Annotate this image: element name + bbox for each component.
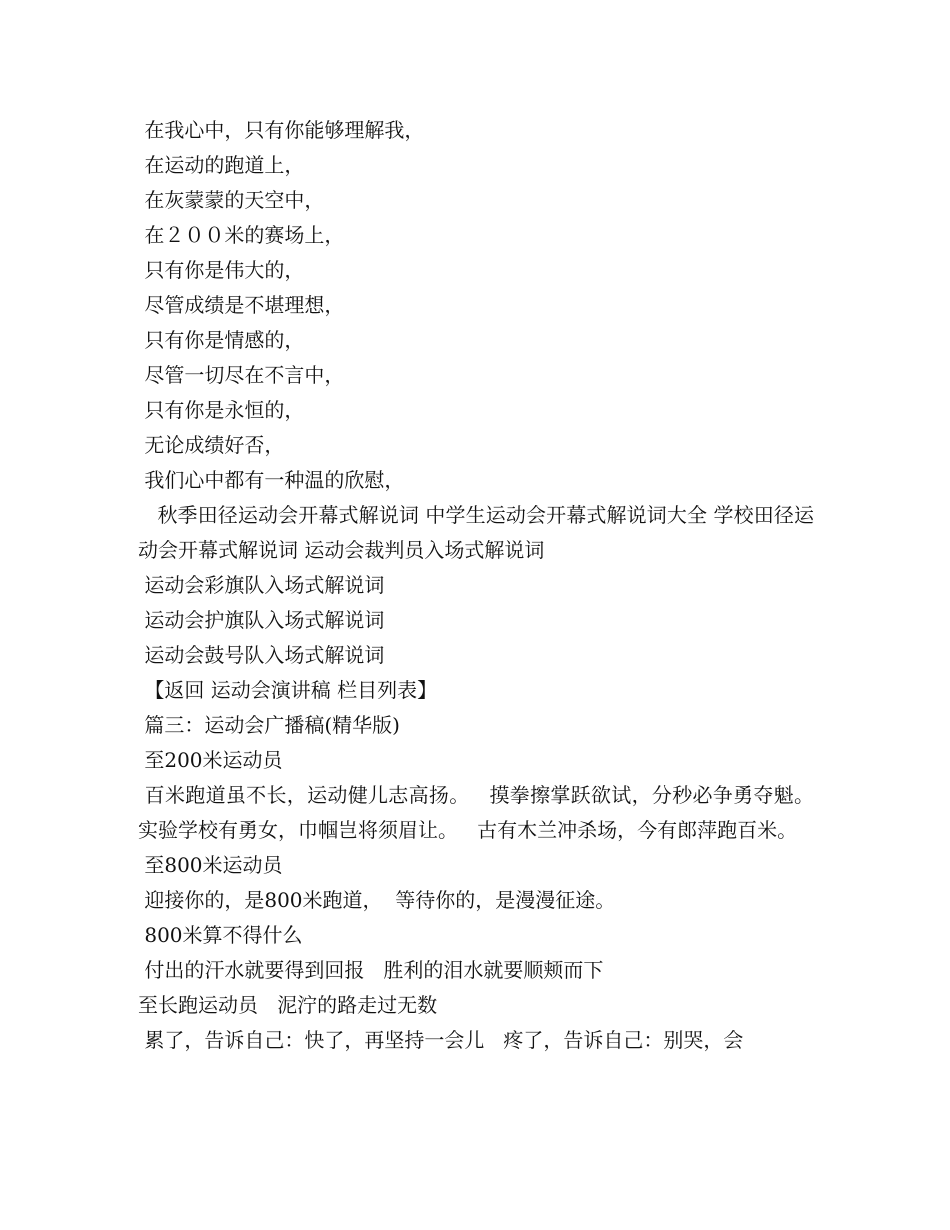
related-links-paragraph: 秋季田径运动会开幕式解说词 中学生运动会开幕式解说词大全 学校田径运动会开幕式解说词 运动会裁判员入场式解说词 (138, 503, 815, 562)
text-line: 迎接你的，是800米跑道， 等待你的，是漫漫征途。 (138, 888, 616, 912)
text-line: 只有你是情感的， (138, 328, 305, 352)
text-line: 累了，告诉自己：快了，再坚持一会儿 疼了，告诉自己：别哭，会 (138, 1028, 744, 1052)
text-line: 至长跑运动员 泥泞的路走过无数 (138, 993, 438, 1017)
related-link-flagguard[interactable]: 运动会护旗队入场式解说词 (138, 608, 385, 632)
text-line: 尽管一切尽在不言中， (138, 363, 345, 387)
related-link-colorflag[interactable]: 运动会彩旗队入场式解说词 (138, 573, 385, 597)
section-heading: 篇三：运动会广播稿(精华版) (138, 713, 400, 737)
text-line: 至800米运动员 (138, 853, 283, 877)
paragraph-100m: 百米跑道虽不长，运动健儿志高扬。 摸拳擦掌跃欲试，分秒必争勇夺魁。 实验学校有勇女，巾帼岂将须眉让。 古有木兰冲杀场，今有郎萍跑百米。 (138, 783, 834, 842)
text-line: 在灰蒙蒙的天空中， (138, 188, 325, 212)
text-line: 只有你是伟大的， (138, 258, 305, 282)
text-line: 800米算不得什么 (138, 923, 303, 947)
document-body (138, 113, 834, 1058)
text-line: 只有你是永恒的， (138, 398, 305, 422)
text-line: 在运动的跑道上， (138, 153, 305, 177)
text-line: 我们心中都有一种温的欣慰， (138, 468, 405, 492)
text-line: 至200米运动员 (138, 748, 283, 772)
related-link-drumband[interactable]: 运动会鼓号队入场式解说词 (138, 643, 385, 667)
text-line: 尽管成绩是不堪理想， (138, 293, 345, 317)
text-line: 无论成绩好否， (138, 433, 285, 457)
back-to-list-link[interactable]: 【返回 运动会演讲稿 栏目列表】 (138, 678, 438, 702)
text-line: 在我心中，只有你能够理解我， (138, 118, 425, 142)
text-line: 付出的汗水就要得到回报 胜利的泪水就要顺颊而下 (138, 958, 604, 982)
text-line: 在２００米的赛场上， (138, 223, 345, 247)
